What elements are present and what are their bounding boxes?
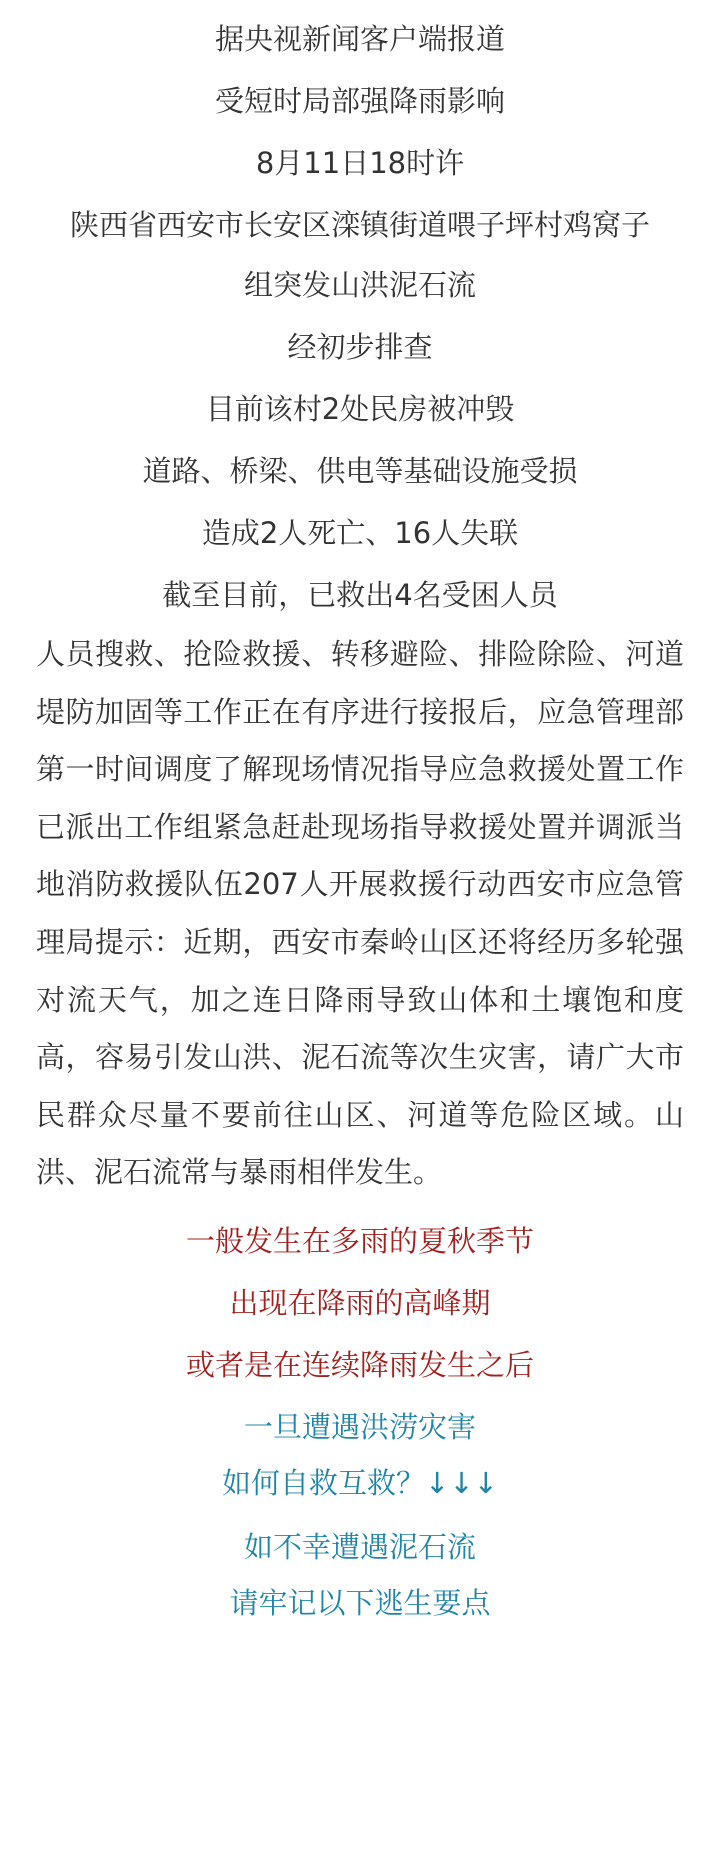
text-line: 经初步排查 [287, 330, 433, 364]
text-line: 据央视新闻客户端报道 [214, 22, 505, 56]
highlight-line-blue: 一旦遭遇洪涝灾害 [243, 1409, 476, 1444]
text-line: 造成2人死亡、16人失联 [201, 516, 519, 550]
highlight-line-red: 出现在降雨的高峰期 [229, 1285, 491, 1320]
text-line: 道路、桥梁、供电等基础设施受损 [142, 454, 578, 488]
text-line: 受短时局部强降雨影响 [214, 84, 505, 118]
text-line: 目前该村2处民房被冲毁 [205, 392, 515, 426]
highlight-line-red: 或者是在连续降雨发生之后 [185, 1347, 534, 1382]
text-line: 组突发山洪泥石流 [243, 268, 476, 302]
body-paragraph: 人员搜救、抢险救援、转移避险、排险除险、河道堤防加固等工作正在有序进行接报后，应急管理部第一时间调度了解现场情况指导应急救援处置工作已派出工作组紧急赶赴现场指导救援处置并调派当地消防救援队伍207人开展救援行动西安市应急管理局提示：近期，西安市秦岭山区还将经历多轮强对流天气，加之连日降雨导致山体和土壤饱和度高，容易引发山洪、泥石流等次生灾害，请广大市民群众尽量不要前往山区、河道等危险区域。山洪、泥石流常与暴雨相伴发生。 [36, 637, 684, 1190]
text-line: 8月11日18时许 [255, 146, 465, 180]
text-line: 截至目前，已救出4名受困人员 [162, 578, 558, 612]
highlight-line-blue: 请牢记以下逃生要点 [229, 1585, 491, 1620]
text-line: 陕西省西安市长安区滦镇街道喂子坪村鸡窝子 [69, 208, 650, 242]
highlight-line-blue: 如何自救互救？↓↓↓ [222, 1465, 498, 1500]
article-body [0, 14, 720, 1628]
highlight-line-blue: 如不幸遭遇泥石流 [243, 1529, 476, 1564]
highlight-line-red: 一般发生在多雨的夏秋季节 [185, 1223, 534, 1258]
